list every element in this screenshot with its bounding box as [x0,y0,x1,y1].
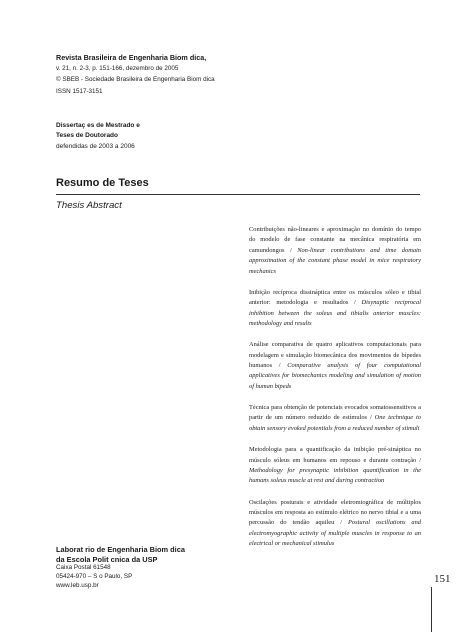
lab-info [56,545,256,591]
thesis-title-pt: Inibição recíproca dissináptica entre os músculos sóleo e tibial anterior: metodologia e resultados / [249,288,421,307]
thesis-entry-6 [249,498,421,550]
section-title-line1: Dissertaç es de Mestrado e [56,122,140,129]
thesis-list [249,225,421,560]
thesis-title-en: Disynaptic reciprocal inhibition between the soleus and tibialis anterior muscles: methodology and results [249,299,421,328]
thesis-title-en: Comparative analysis of four computational applicatives for biomechanics modeling and simulation of motion of human bipeds [249,362,421,390]
journal-volume: v. 21, n. 2-3, p. 151-166, dezembro de 2005 [56,65,179,73]
thesis-title-pt: Oscilações posturais e atividade eletromiográfica de múltiplos músculos em resposta ao estímulo elétrico no nervo tibial e a uma percussão do tendão aquileu / [249,498,421,527]
thesis-title-en: Postural oscillations and electromyographic activity of multiple muscles in response to an electrical or mechanical stimulus [249,519,422,548]
thesis-entry-3 [249,340,421,392]
heading-divider [56,194,420,195]
thesis-entry-1 [249,225,421,277]
thesis-entry-5 [249,445,421,487]
thesis-entry-4 [249,403,421,434]
journal-info [56,52,256,97]
journal-issn: ISSN 1517-3151 [56,87,103,95]
thesis-title-pt: Análise comparativa de quatro aplicativos computacionais para modelagem e simulação biomecânica dos movimentos de bípedes humanos / [249,341,421,370]
lab-name-line1: Laborat rio de Engenharia Biom dica [56,545,185,554]
page-number: 151 [434,573,451,585]
thesis-title-en: Non-linear contributions and time domain approximation of the constant phase model in mice respiratory mechanics [249,246,421,275]
section-title-line2: Teses de Doutorado [56,132,119,140]
section-subtitle: defendidas de 2003 a 2006 [56,142,135,150]
journal-copyright: © SBEB - Sociedade Brasileira de Engenharia Biom dica [56,76,215,84]
lab-address-line1: Caixa Postal 61548 [56,564,111,572]
journal-title: Revista Brasileira de Engenharia Biom dica, [56,53,207,62]
lab-name-line2: da Escola Polit cnica da USP [56,554,158,564]
thesis-title-pt: Técnica para obtenção de potenciais evocados somatossensitivos a partir de um número reduzido de estímulos / [249,404,421,422]
page-subheading: Thesis Abstract [56,200,122,211]
page-number-rule [431,587,432,632]
section-info [56,121,256,152]
lab-address-line2: 05424-970 – S o Paulo, SP [56,573,133,581]
thesis-title-pt: Contribuições não-lineares e aproximação no domínio do tempo do modelo de fase constante na mecânica respiratória em camundongos / [249,226,421,254]
page-heading: Resumo de Teses [56,177,149,189]
lab-website: www.leb.usp.br [56,582,99,589]
thesis-title-en: One technique to obtain sensory evoked potentials from a reduced number of stimuli [249,414,421,432]
thesis-entry-2 [249,288,421,330]
thesis-title-pt: Metodologia para a quantificação da inibição pré-sináptica no músculo sóleus em humanos em repouso e durante contração / [249,446,421,464]
thesis-title-en: Methodology for presynaptic inhibition quantification in the humans soleus muscle at rest and during contraction [249,466,421,485]
